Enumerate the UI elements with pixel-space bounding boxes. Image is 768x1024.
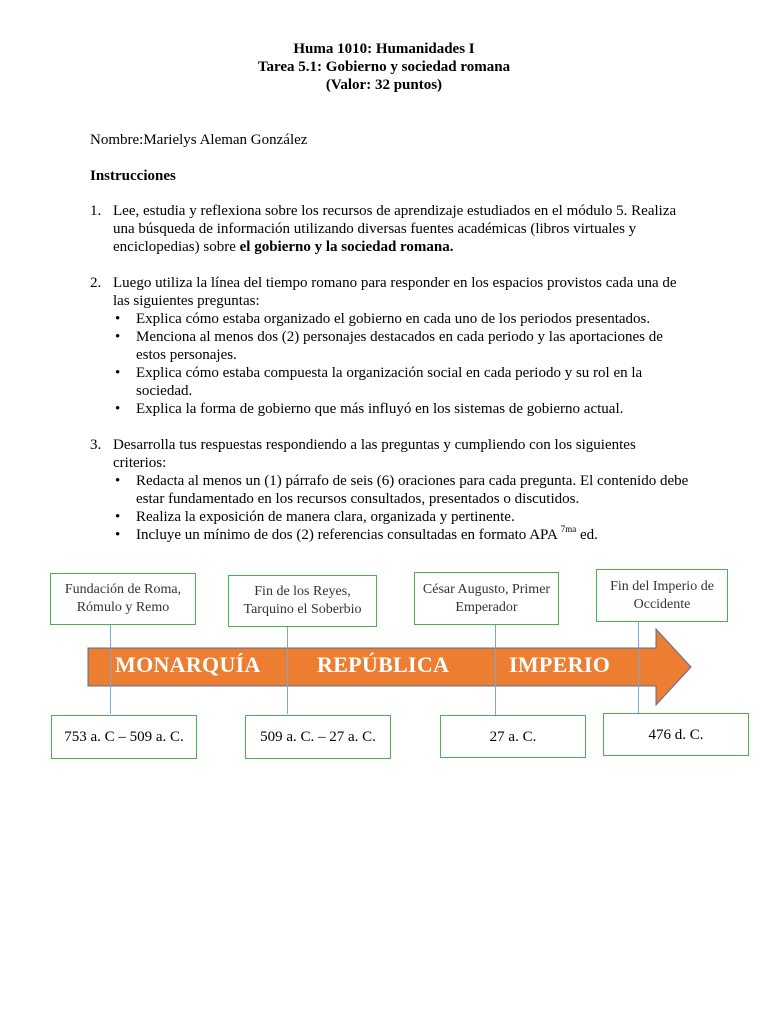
date-box: 509 a. C. – 27 a. C. <box>245 715 391 759</box>
event-box: Fin del Imperio de Occidente <box>596 569 728 622</box>
bullet-item <box>113 526 690 544</box>
course-title: Huma 1010: Humanidades I <box>293 41 475 57</box>
bullet-text-end: ed. <box>576 527 598 543</box>
item-number: 2. <box>90 275 102 291</box>
event-box: Fundación de Roma, Rómulo y Remo <box>50 573 196 625</box>
instruction-item-2 <box>90 274 690 418</box>
era-label: MONARQUÍA <box>115 652 261 677</box>
event-box: César Augusto, Primer Emperador <box>414 572 559 625</box>
bullet-item: • Menciona al menos dos (2) personajes destacados en cada periodo y las aportaciones de estos personajes. <box>113 328 690 364</box>
student-name-line: Nombre:Marielys Aleman González <box>90 132 308 148</box>
date-box: 27 a. C. <box>440 715 586 758</box>
era-label: REPÚBLICA <box>317 652 450 677</box>
item-text: Luego utiliza la línea del tiempo romano para responder en los espacios provistos cada una de las siguientes preguntas: <box>113 275 677 309</box>
connector-line <box>287 624 288 714</box>
roman-timeline <box>0 560 768 770</box>
connector-line <box>110 624 111 714</box>
event-box: Fin de los Reyes, Tarquino el Soberbio <box>228 575 377 627</box>
bullet-item: • Explica cómo estaba compuesta la organización social en cada periodo y su rol en la sociedad. <box>113 364 690 400</box>
era-label: IMPERIO <box>509 652 611 677</box>
item-text: Lee, estudia y reflexiona sobre los recursos de aprendizaje estudiados en el módulo 5. Realiza una búsqueda de información utilizando diversas fuentes académicas (libros virtuales y enciclopedias) sobre <box>113 203 677 255</box>
assignment-value: (Valor: 32 puntos) <box>325 77 443 93</box>
bullet-item: • Redacta al menos un (1) párrafo de seis (6) oraciones para cada pregunta. El contenido debe estar fundamentado en los recursos consultados, presentados o discutidos. <box>113 472 690 508</box>
bullet-item: • Explica cómo estaba organizado el gobierno en cada uno de los periodos presentados. <box>113 310 690 328</box>
instruction-item-1 <box>90 202 690 256</box>
connector-line <box>638 622 639 714</box>
bullet-list <box>113 472 690 544</box>
bullet-text: Incluye un mínimo de dos (2) referencias consultadas en formato APA <box>136 527 561 543</box>
item-text: Desarrolla tus respuestas respondiendo a las preguntas y cumpliendo con los siguientes criterios: <box>113 437 636 471</box>
item-number: 3. <box>90 437 102 453</box>
instructions-heading: Instrucciones <box>90 168 176 184</box>
instructions-list <box>90 202 690 544</box>
bullet-list <box>113 310 690 418</box>
superscript: 7ma <box>560 524 577 534</box>
title-block <box>0 40 768 94</box>
date-box: 753 a. C – 509 a. C. <box>51 715 197 759</box>
item-number: 1. <box>90 203 102 219</box>
connector-line <box>495 624 496 718</box>
bullet-item: • Realiza la exposición de manera clara, organizada y pertinente. <box>113 508 690 526</box>
instruction-item-3 <box>90 436 690 544</box>
assignment-title: Tarea 5.1: Gobierno y sociedad romana <box>257 59 511 75</box>
item-bold-text: el gobierno y la sociedad romana. <box>239 239 454 255</box>
date-box: 476 d. C. <box>603 713 749 756</box>
bullet-item: • Explica la forma de gobierno que más influyó en los sistemas de gobierno actual. <box>113 400 690 418</box>
